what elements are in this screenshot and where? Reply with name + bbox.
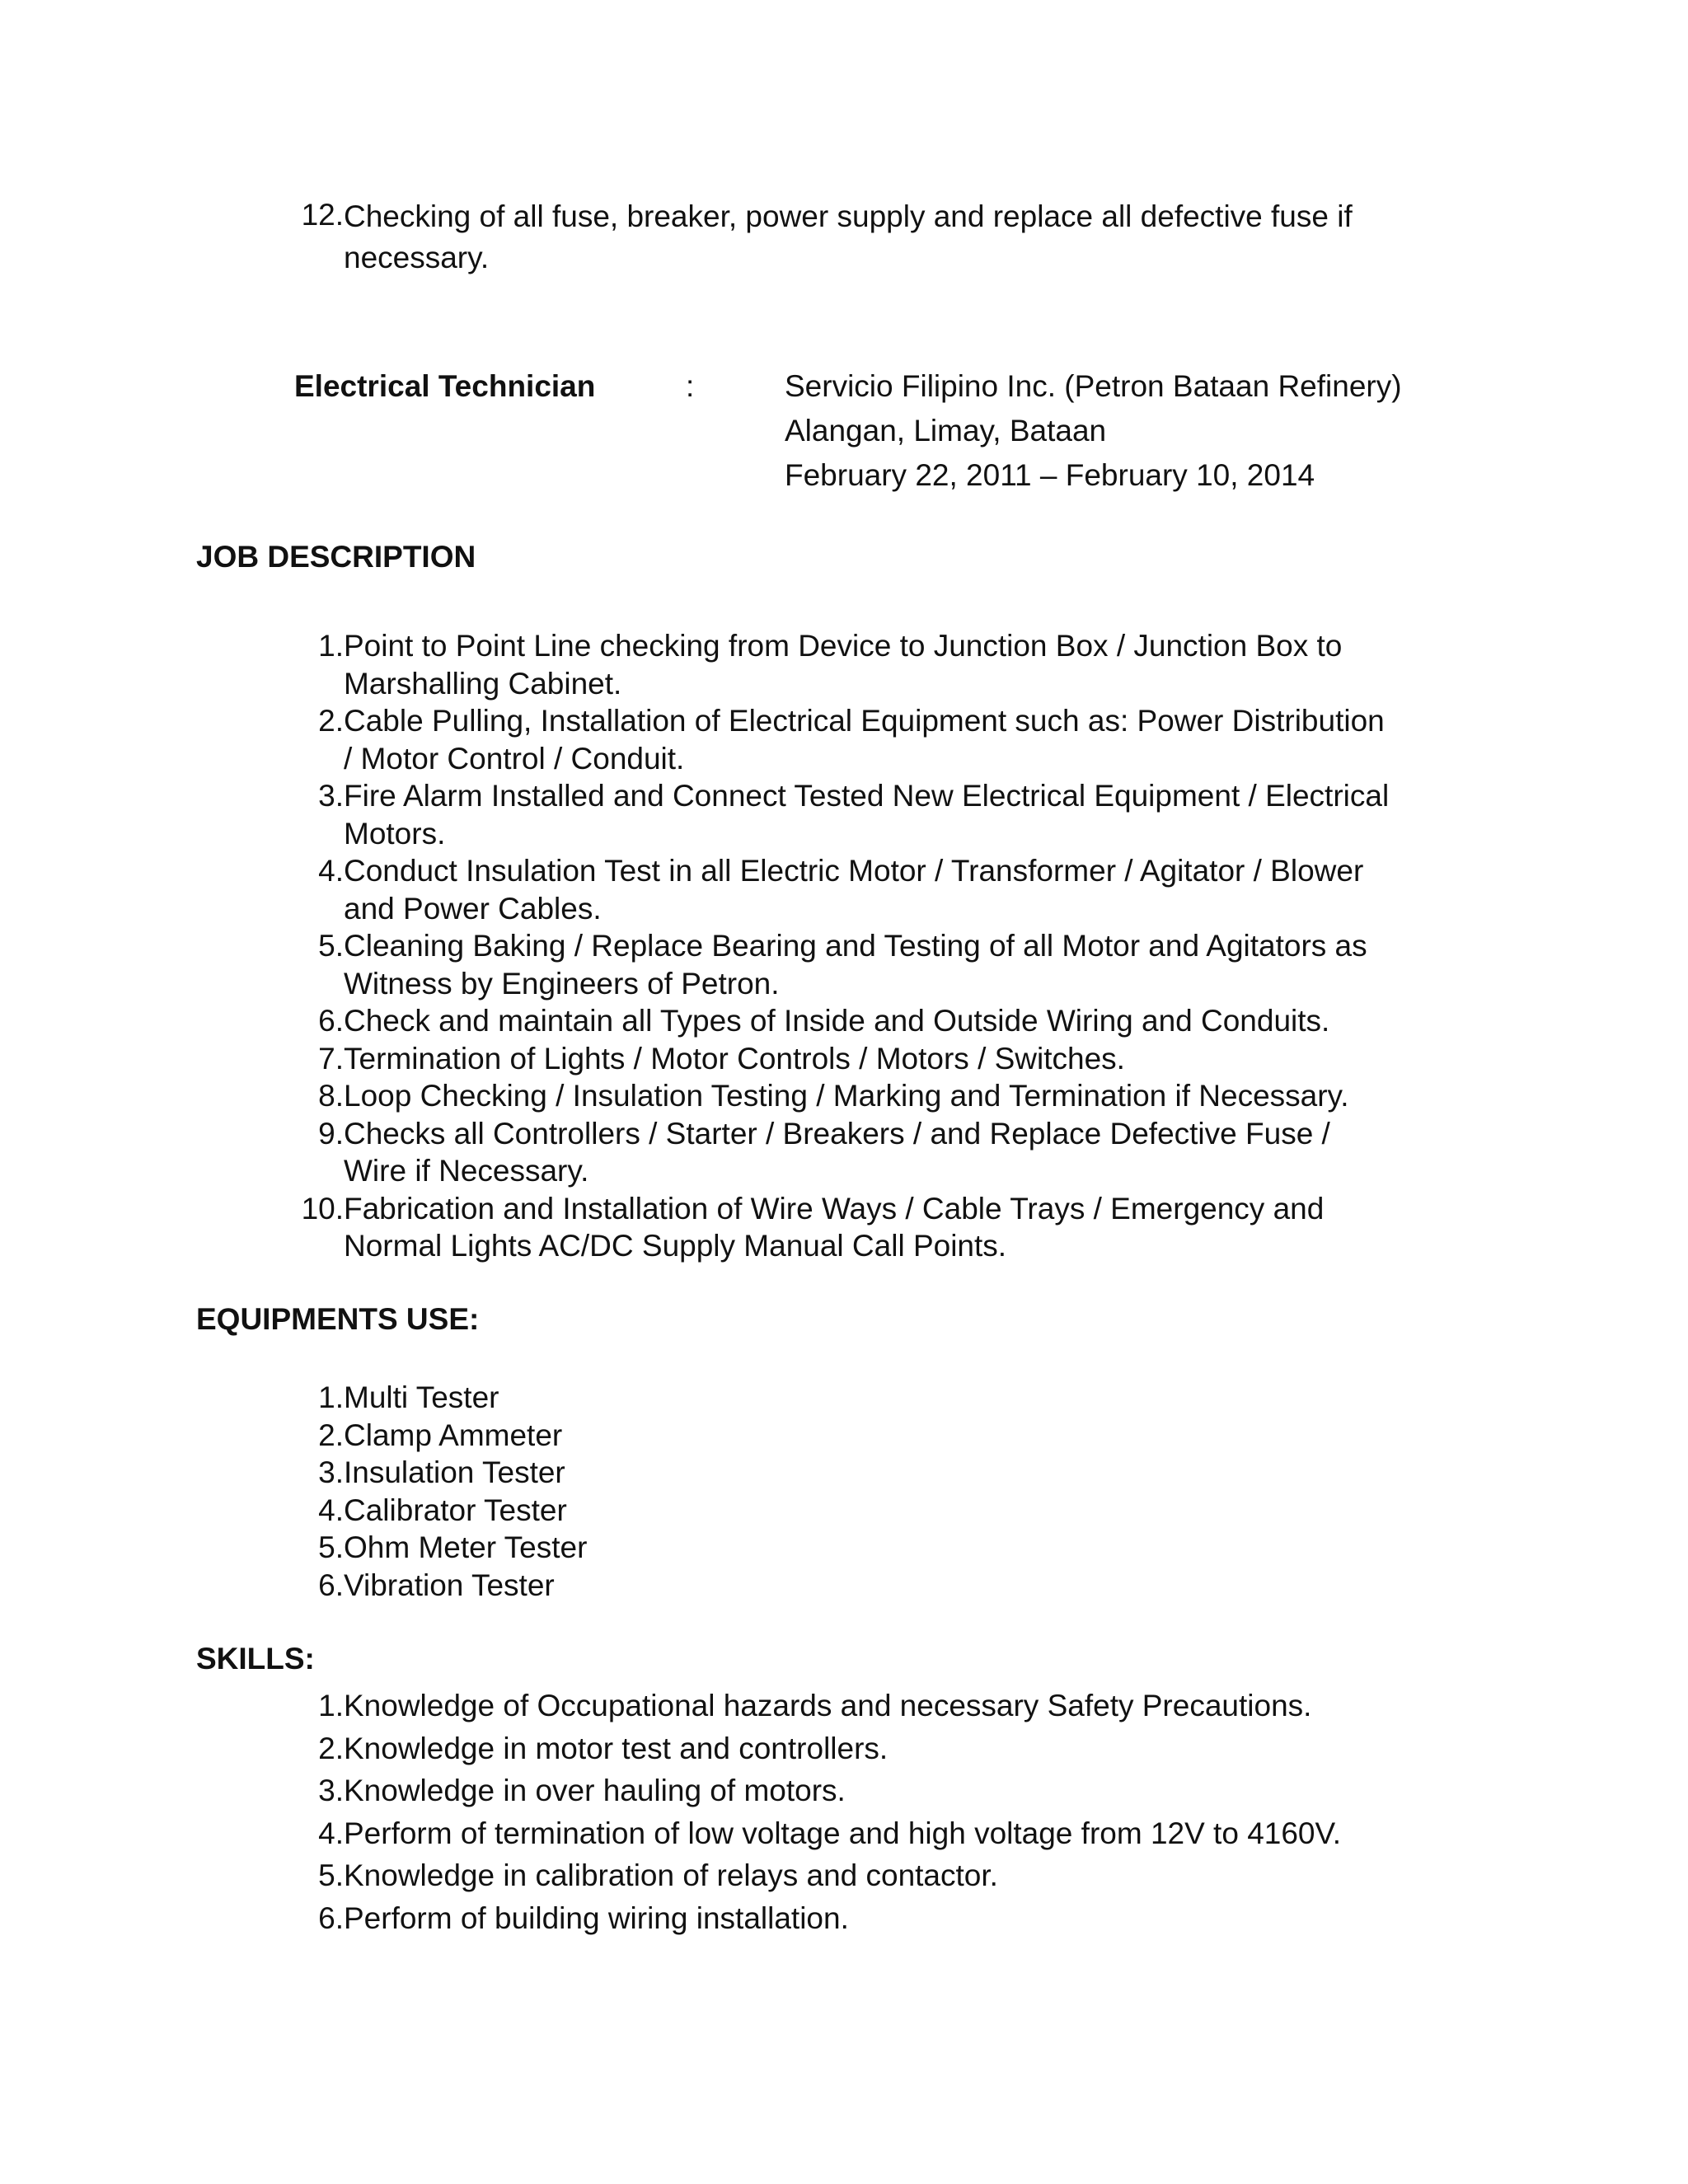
list-number: 6. [318, 1004, 344, 1038]
equipments-list [294, 1379, 1514, 1604]
list-text: Calibrator Tester [344, 1493, 567, 1527]
list-number: 2. [318, 704, 344, 738]
list-number: 3. [318, 1455, 344, 1489]
list-text: Perform of building wiring installation. [344, 1900, 849, 1935]
list-item [294, 1727, 1514, 1770]
list-item [294, 1685, 1514, 1727]
list-number: 4. [318, 1816, 344, 1850]
employment-dates: February 22, 2011 – February 10, 2014 [785, 458, 1315, 492]
list-number: 8. [318, 1079, 344, 1113]
list-text-line: Marshalling Cabinet. [344, 666, 622, 701]
list-item [294, 852, 1514, 927]
list-text: Knowledge in motor test and controllers. [344, 1731, 889, 1765]
list-item [294, 1567, 1514, 1605]
list-text: Knowledge of Occupational hazards and necessary Safety Precautions. [344, 1689, 1312, 1722]
list-text [344, 777, 1389, 852]
list-text-line: Checking of all fuse, breaker, power supply and replace all defective fuse if [344, 199, 1353, 233]
list-item [294, 1897, 1514, 1940]
list-text [344, 1115, 1330, 1190]
list-item [294, 1190, 1514, 1265]
employer-location: Alangan, Limay, Bataan [785, 414, 1107, 448]
job-description-list [294, 627, 1514, 1265]
list-text [344, 1077, 1349, 1115]
list-item [294, 1454, 1514, 1492]
section-heading-equipments: EQUIPMENTS USE: [196, 1302, 480, 1336]
list-text-line: Checks all Controllers / Starter / Breakers / and Replace Defective Fuse / [344, 1116, 1330, 1151]
section-heading-job-description: JOB DESCRIPTION [196, 540, 476, 574]
list-text-line: / Motor Control / Conduit. [344, 741, 685, 776]
list-number: 6. [318, 1900, 344, 1935]
employer-company: Servicio Filipino Inc. (Petron Bataan Refinery) [785, 369, 1402, 403]
list-number: 5. [318, 1530, 344, 1564]
list-number: 2. [318, 1418, 344, 1452]
list-text [344, 196, 1353, 279]
list-text: Knowledge in over hauling of motors. [344, 1774, 846, 1807]
list-text-line: Witness by Engineers of Petron. [344, 966, 780, 1001]
list-number: 2. [318, 1731, 344, 1765]
list-number: 1. [318, 629, 344, 663]
list-number: 3. [318, 1774, 344, 1807]
list-item [294, 1417, 1514, 1455]
list-text-line: necessary. [344, 241, 490, 274]
list-number: 3. [318, 779, 344, 813]
list-number: 1. [318, 1380, 344, 1414]
list-text: Insulation Tester [344, 1455, 565, 1489]
list-text: Multi Tester [344, 1380, 499, 1414]
list-text: Knowledge in calibration of relays and contactor. [344, 1858, 998, 1892]
employer-details [785, 364, 1402, 498]
list-text-line: Normal Lights AC/DC Supply Manual Call Points. [344, 1229, 1007, 1263]
list-number: 1. [318, 1689, 344, 1722]
list-item [294, 1529, 1514, 1567]
list-item [294, 1077, 1514, 1115]
list-item [294, 702, 1514, 777]
list-number: 12. [301, 198, 344, 232]
list-text-line: and Power Cables. [344, 891, 602, 926]
list-text: Vibration Tester [344, 1568, 555, 1602]
section-heading-skills: SKILLS: [196, 1642, 315, 1675]
list-text-line: Cleaning Baking / Replace Bearing and Testing of all Motor and Agitators as [344, 929, 1367, 963]
list-text-line: Conduct Insulation Test in all Electric Motor / Transformer / Agitator / Blower [344, 854, 1364, 888]
list-text: Clamp Ammeter [344, 1418, 563, 1452]
list-text-line: Fabrication and Installation of Wire Ways / Cable Trays / Emergency and [344, 1191, 1325, 1226]
list-item [294, 1115, 1514, 1190]
list-item [294, 1492, 1514, 1530]
job-separator: : [686, 369, 695, 403]
list-number: 10. [301, 1191, 344, 1226]
list-text [344, 627, 1342, 702]
list-text [344, 702, 1385, 777]
list-text-line: Motors. [344, 816, 446, 851]
list-text [344, 1190, 1324, 1265]
list-text [344, 927, 1367, 1002]
list-item [294, 627, 1514, 702]
job-title: Electrical Technician [294, 369, 596, 403]
list-item [294, 1379, 1514, 1417]
list-item [294, 1040, 1514, 1078]
list-number: 4. [318, 854, 344, 888]
list-number: 5. [318, 1858, 344, 1892]
list-text-line: Termination of Lights / Motor Controls / Motors / Switches. [344, 1041, 1125, 1076]
skills-list [294, 1685, 1514, 1939]
list-item [294, 1812, 1514, 1855]
list-item [294, 927, 1514, 1002]
list-number: 4. [318, 1493, 344, 1527]
list-text-line: Loop Checking / Insulation Testing / Marking and Termination if Necessary. [344, 1079, 1349, 1113]
list-text-line: Cable Pulling, Installation of Electrical Equipment such as: Power Distribution [344, 704, 1385, 738]
list-number: 6. [318, 1568, 344, 1602]
list-item [294, 777, 1514, 852]
list-item [294, 1854, 1514, 1897]
list-item [294, 1002, 1514, 1040]
list-number: 9. [318, 1116, 344, 1151]
list-item [294, 1769, 1514, 1812]
list-text [344, 1002, 1329, 1040]
list-number: 5. [318, 929, 344, 963]
list-text [344, 852, 1363, 927]
list-text-line: Point to Point Line checking from Device to Junction Box / Junction Box to [344, 629, 1343, 663]
list-text [344, 1040, 1125, 1078]
list-text-line: Wire if Necessary. [344, 1154, 589, 1188]
list-text-line: Check and maintain all Types of Inside and Outside Wiring and Conduits. [344, 1004, 1330, 1038]
list-text-line: Fire Alarm Installed and Connect Tested New Electrical Equipment / Electrical [344, 779, 1390, 813]
list-text: Perform of termination of low voltage and high voltage from 12V to 4160V. [344, 1816, 1342, 1850]
list-text: Ohm Meter Tester [344, 1530, 588, 1564]
list-number: 7. [318, 1041, 344, 1076]
